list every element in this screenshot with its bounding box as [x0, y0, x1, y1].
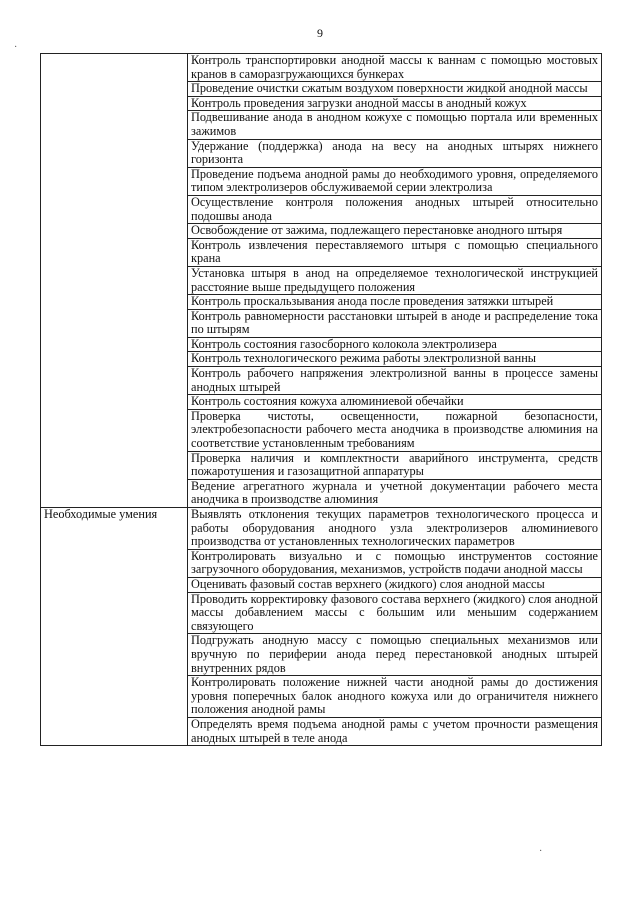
scan-mark: ·: [14, 42, 18, 53]
table-row: [41, 508, 602, 550]
item-text: Подвешивание анода в анодном кожухе с помощью портала или временных зажимов: [188, 111, 602, 139]
section-label: Необходимые умения: [41, 508, 188, 746]
item-text: Подгружать анодную массу с помощью специальных механизмов или вручную по периферии анода перед перестановкой анодных штырей внутренних рядов: [188, 634, 602, 676]
item-text: Контроль рабочего напряжения электролизной ванны в процессе замены анодных штырей: [188, 367, 602, 395]
item-text: Проведение очистки сжатым воздухом поверхности жидкой анодной массы: [188, 82, 602, 97]
item-text: Проводить корректировку фазового состава верхнего (жидкого) слоя анодной массы добавлением массы с большим или меньшим содержанием связующего: [188, 592, 602, 634]
item-text: Проведение подъема анодной рамы до необходимого уровня, определяемого типом электролизеров обслуживаемой серии электролиза: [188, 167, 602, 195]
item-text: Освобождение от зажима, подлежащего перестановке анодного штыря: [188, 224, 602, 239]
section-label: [41, 54, 188, 508]
item-text: Оценивать фазовый состав верхнего (жидкого) слоя анодной массы: [188, 577, 602, 592]
item-text: Контроль состояния газосборного колокола электролизера: [188, 337, 602, 352]
item-text: Удержание (поддержка) анода на весу на анодных штырях нижнего горизонта: [188, 139, 602, 167]
scan-mark: ·: [539, 846, 543, 857]
item-text: Контроль проведения загрузки анодной массы в анодный кожух: [188, 96, 602, 111]
item-text: Ведение агрегатного журнала и учетной документации рабочего места анодчика в производстве алюминия: [188, 479, 602, 507]
page-number: 9: [317, 26, 323, 40]
item-text: Проверка наличия и комплектности аварийного инструмента, средств пожаротушения и газозащитной аппаратуры: [188, 451, 602, 479]
item-text: Выявлять отклонения текущих параметров технологического процесса и работы оборудования анодного узла электролизеров алюминиевого производства от установленных технологических параметров: [188, 508, 602, 550]
item-text: Контроль технологического режима работы электролизной ванны: [188, 352, 602, 367]
item-text: Контроль извлечения переставляемого штыря с помощью специального крана: [188, 238, 602, 266]
item-text: Контроль транспортировки анодной массы к ваннам с помощью мостовых кранов в саморазгружающихся бункерах: [188, 54, 602, 82]
item-text: Контроль проскальзывания анода после проведения затяжки штырей: [188, 295, 602, 310]
item-text: Установка штыря в анод на определяемое технологической инструкцией расстояние выше предыдущего положения: [188, 266, 602, 294]
item-text: Контролировать визуально и с помощью инструментов состояние загрузочного оборудования, механизмов, устройств подачи анодной массы: [188, 549, 602, 577]
item-text: Осуществление контроля положения анодных штырей относительно подошвы анода: [188, 195, 602, 223]
item-text: Определять время подъема анодной рамы с учетом прочности размещения анодных штырей в теле анода: [188, 717, 602, 745]
item-text: Контроль состояния кожуха алюминиевой обечайки: [188, 395, 602, 410]
item-text: Проверка чистоты, освещенности, пожарной безопасности, электробезопасности рабочего места анодчика в производстве алюминия на соответствие установленным требованиям: [188, 409, 602, 451]
table-row: [41, 54, 602, 82]
item-text: Контроль равномерности расстановки штырей в аноде и распределение тока по штырям: [188, 309, 602, 337]
competency-table: [40, 53, 602, 746]
item-text: Контролировать положение нижней части анодной рамы до достижения уровня поперечных балок анодного кожуха или до ограничителя нижнего положения анодной рамы: [188, 676, 602, 718]
